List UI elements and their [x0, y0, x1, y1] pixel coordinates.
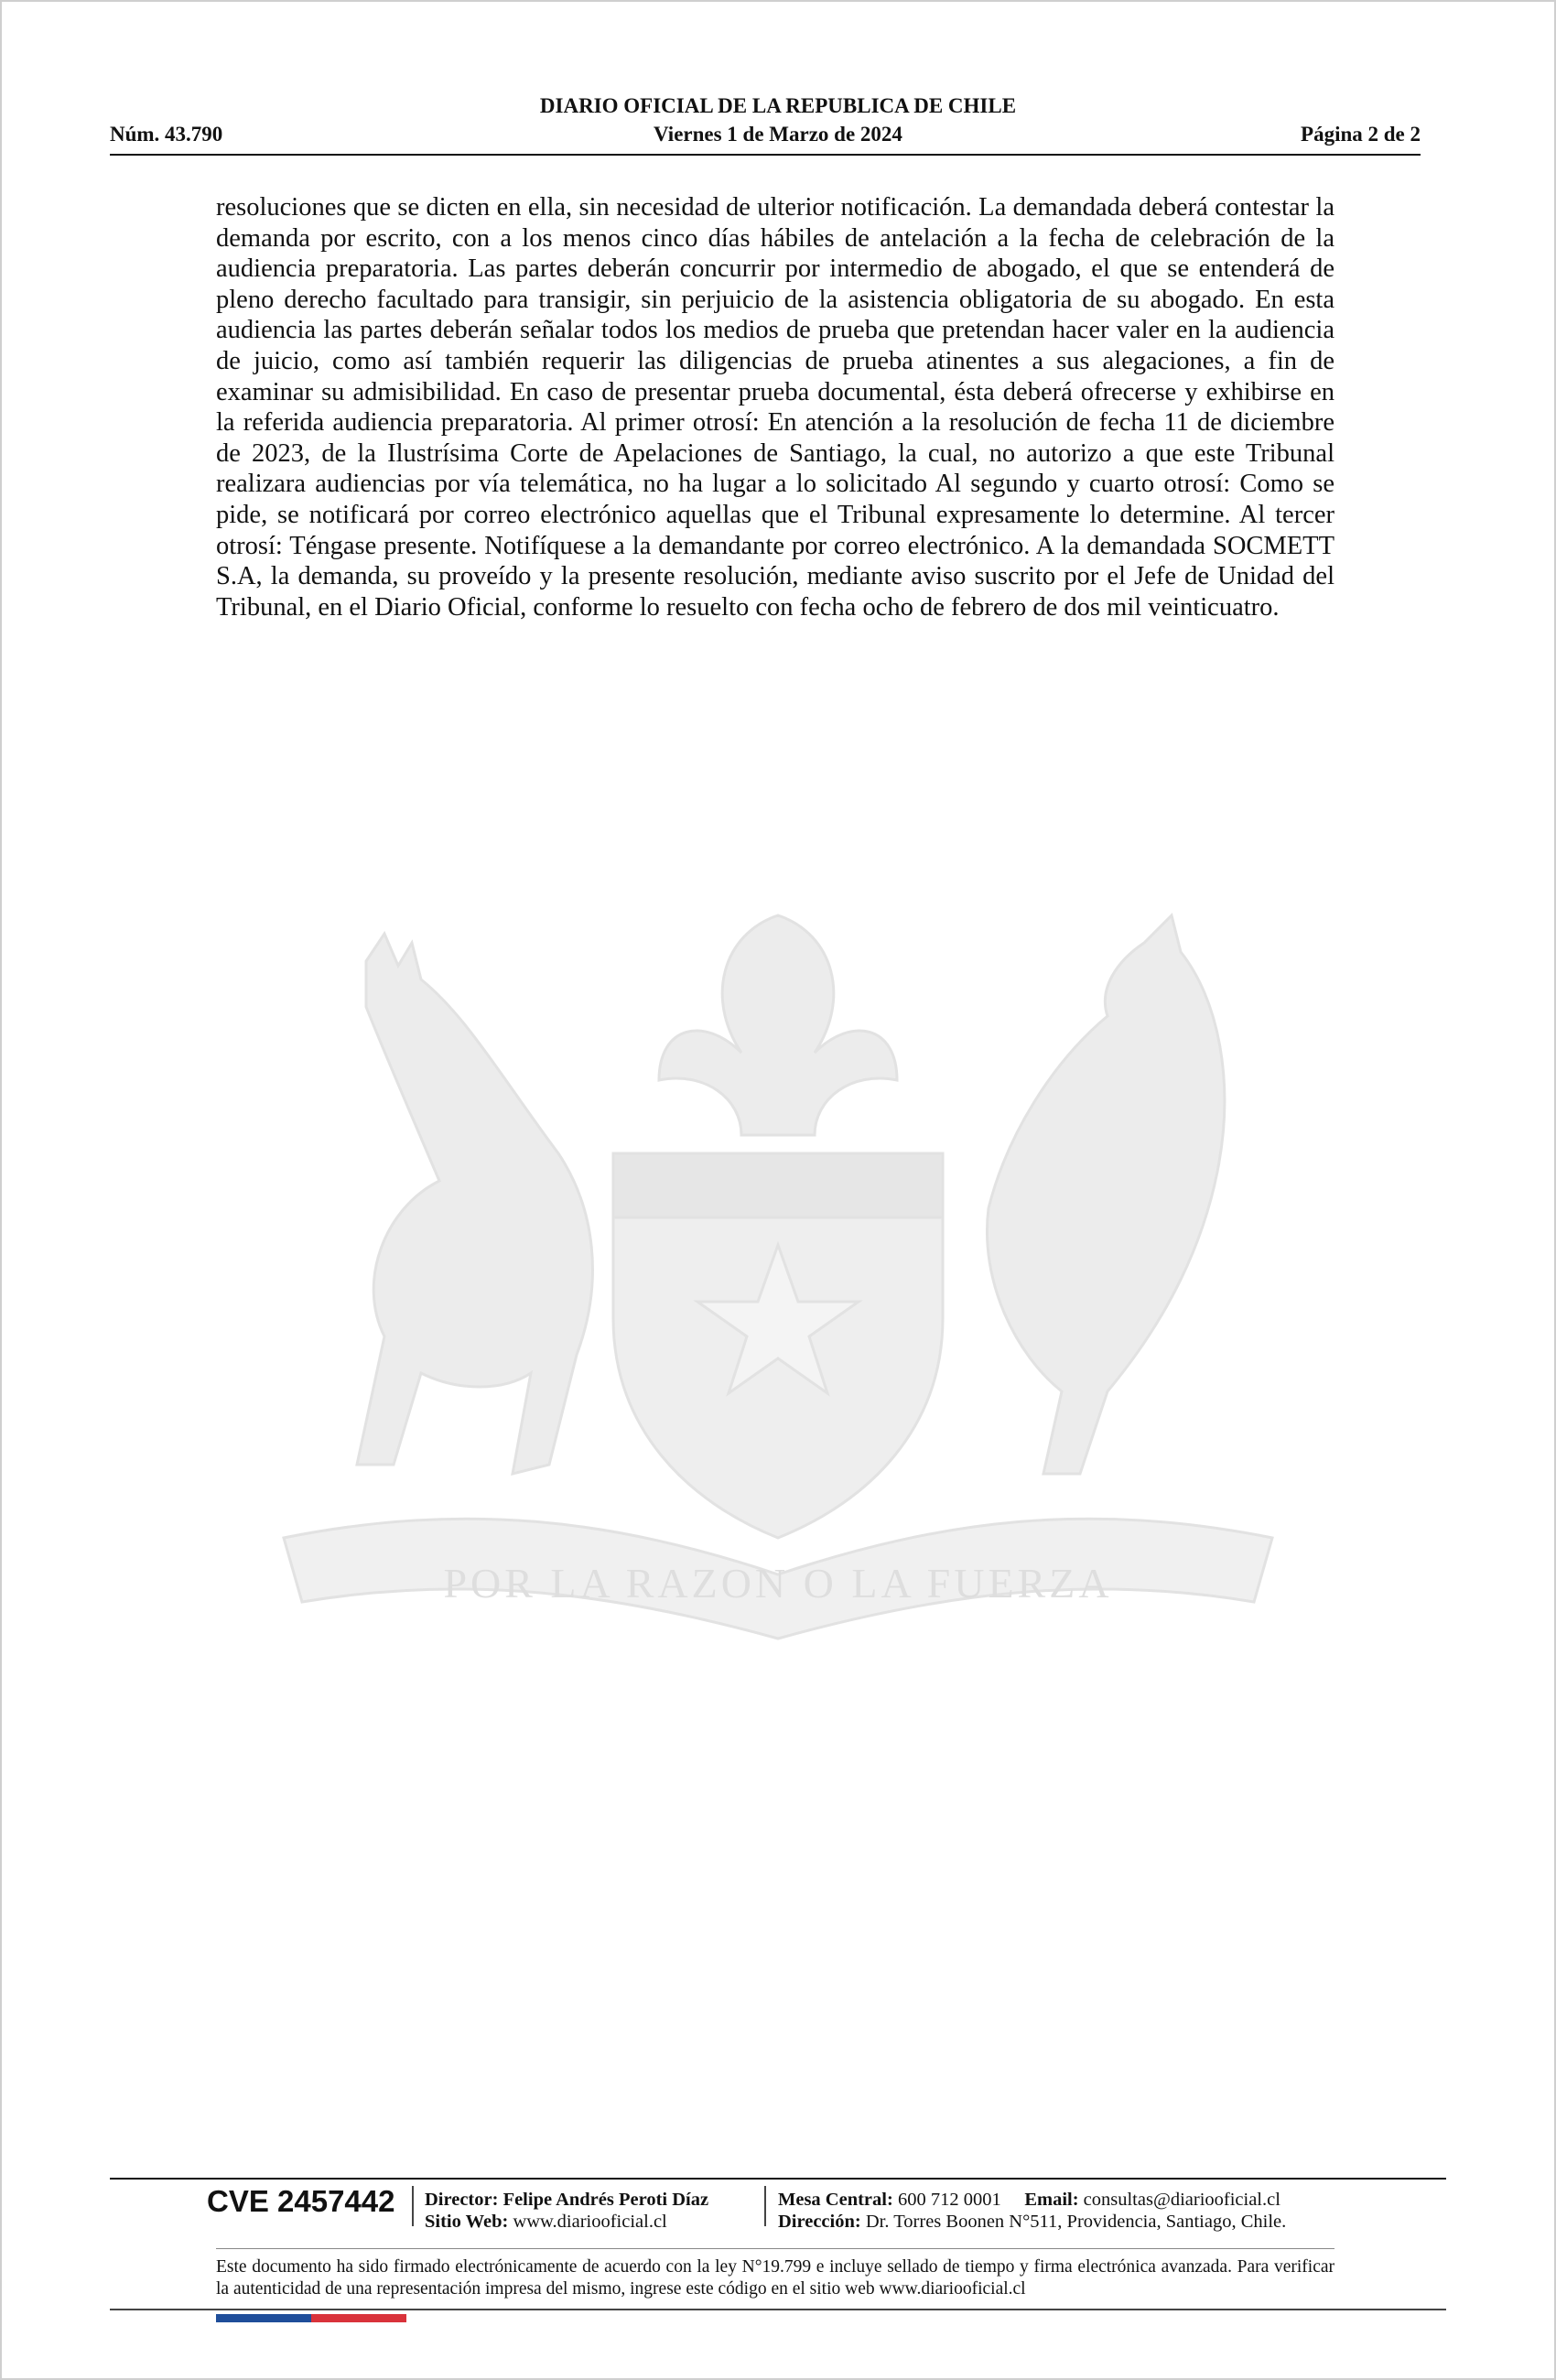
address-value: Dr. Torres Boonen N°511, Providencia, Santiago, Chile.: [865, 2212, 1287, 2232]
phone-number: 600 712 0001: [897, 2190, 1001, 2210]
huemul-shape: [357, 934, 592, 1474]
condor-shape: [987, 915, 1224, 1474]
footer-divider-top: [110, 2178, 1446, 2180]
cve-code: CVE 2457442: [207, 2184, 395, 2218]
email-link[interactable]: consultas@diariooficial.cl: [1083, 2190, 1280, 2210]
director-label: Director:: [425, 2190, 499, 2210]
issue-date: Viernes 1 de Marzo de 2024: [654, 123, 902, 146]
email-label: Email:: [1024, 2190, 1079, 2210]
footer-separator: [412, 2186, 414, 2226]
footer-divider-bottom: [110, 2309, 1446, 2310]
page-number: Página 2 de 2: [1301, 123, 1421, 146]
footer-separator: [764, 2186, 766, 2226]
phone-email-line: [778, 2190, 1280, 2211]
plume-shape: [659, 915, 897, 1135]
newspaper-title: DIARIO OFICIAL DE LA REPUBLICA DE CHILE: [539, 94, 1017, 117]
flag-stripe-red: [311, 2314, 406, 2322]
website-link[interactable]: www.diariooficial.cl: [513, 2212, 667, 2232]
header-divider: [110, 154, 1421, 156]
resolution-text: resoluciones que se dicten en ella, sin necesidad de ulterior notificación. La demandada deberá contestar la demanda por escrito, con a los menos cinco días hábiles de antelación a la fecha de celebración de la audiencia preparatoria. Las partes deberán concurrir por intermedio de abogado, el que se entenderá de pleno derecho facultado para transigir, sin perjuicio de la asistencia obligatoria de su abogado. En esta audiencia las partes deberán señalar todos los medios de prueba que pretendan hacer valer en la audiencia de juicio, como así también requerir las diligencias de prueba atinentes a sus alegaciones, a fin de examinar su admisibilidad. En caso de presentar prueba documental, ésta deberá ofrecerse y exhibirse en la referida audiencia preparatoria. Al primer otrosí: En atención a la resolución de fecha 11 de diciembre de 2023, de la Ilustrísima Corte de Apelaciones de Santiago, la cual, no autorizo a que este Tribunal realizara audiencias por vía telemática, no ha lugar a lo solicitado Al segundo y cuarto otrosí: Como se pide, se notificará por correo electrónico aquellas que el Tribunal expresamente lo determine. Al tercer otrosí: Téngase presente. Notifíquese a la demandante por correo electrónico. A la demandada SOCMETT S.A, la demanda, su proveído y la presente resolución, mediante aviso suscrito por el Jefe de Unidad del Tribunal, en el Diario Oficial, conforme lo resuelto con fecha ocho de febrero de dos mil veinticuatro.: [216, 193, 1334, 622]
issue-number: Núm. 43.790: [110, 123, 223, 146]
coat-of-arms-watermark: [229, 879, 1327, 1666]
footer-divider-mid: [216, 2248, 1334, 2249]
director-line: [425, 2190, 708, 2211]
website-line: [425, 2212, 667, 2233]
watermark-motto: POR LA RAZON O LA FUERZA: [443, 1560, 1113, 1606]
shield-band: [613, 1153, 943, 1217]
director-name: Felipe Andrés Peroti Díaz: [502, 2190, 709, 2210]
phone-label: Mesa Central:: [778, 2190, 893, 2210]
flag-stripe-blue: [216, 2314, 311, 2322]
address-line: [778, 2212, 1286, 2233]
website-label: Sitio Web:: [425, 2212, 509, 2232]
address-label: Dirección:: [778, 2212, 861, 2232]
legal-notice: Este documento ha sido firmado electrónicamente de acuerdo con la ley N°19.799 e incluye sellado de tiempo y firma electrónica avanzada. Para verificar la autenticidad de una representación impresa del mismo, ingrese este código en el sitio web www.diariooficial.cl: [216, 2257, 1334, 2299]
